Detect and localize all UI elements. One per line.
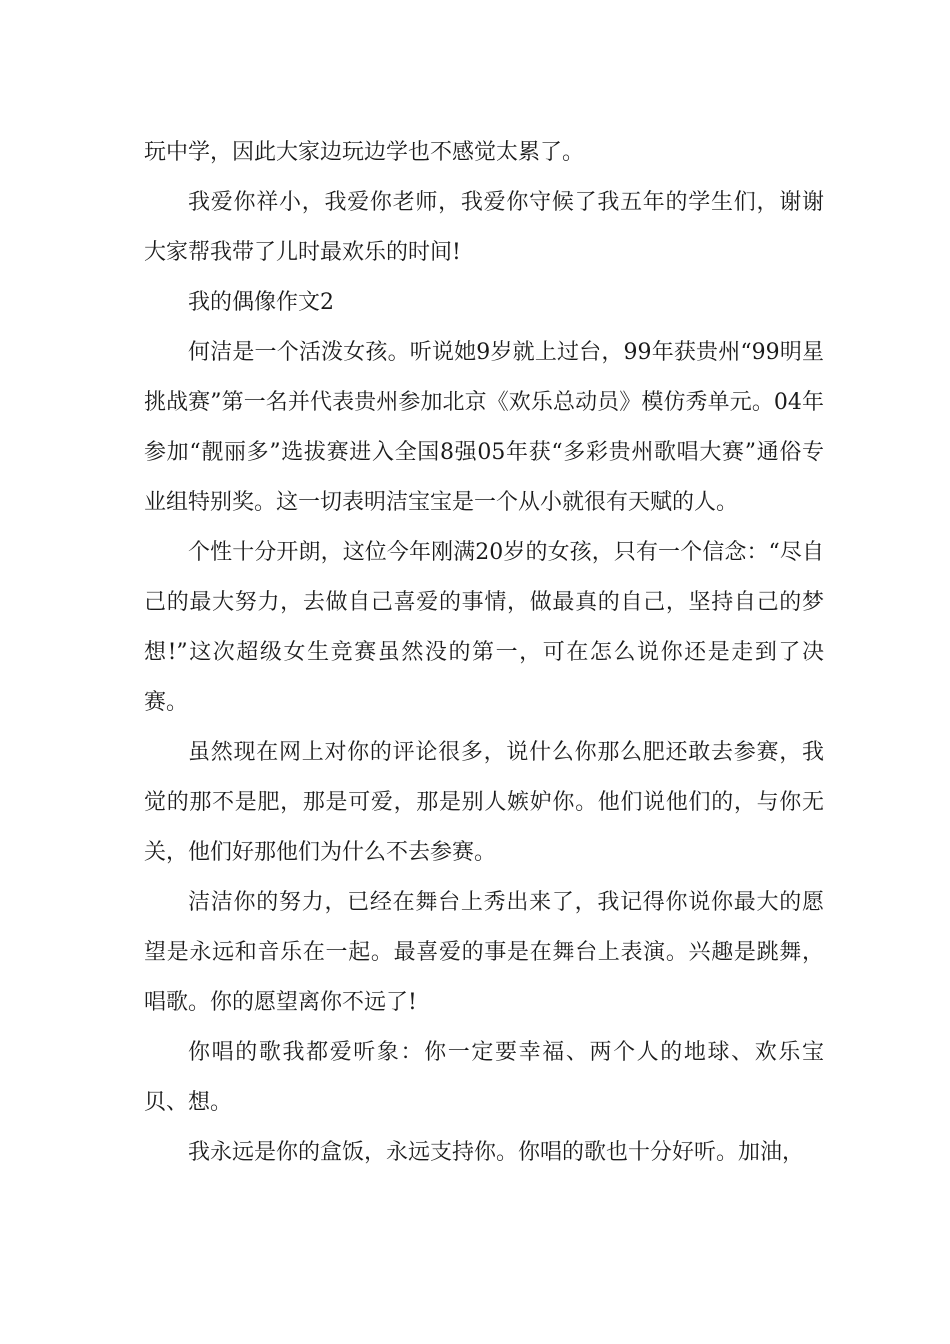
- paragraph-8: 我永远是你的盒饭，永远支持你。你唱的歌也十分好听。加油，: [188, 1140, 805, 1165]
- paragraph-2: 我爱你祥小，我爱你老师，我爱你守候了我五年的学生们，谢谢大家帮我带了儿时最欢乐的时间!: [144, 190, 824, 265]
- paragraph-5: 虽然现在网上对你的评论很多，说什么你那么肥还敢去参赛，我觉的那不是肥，那是可爱，那是别人嫉妒你。他们说他们的，与你无关，他们好那他们为什么不去参赛。: [144, 740, 824, 865]
- paragraph-1: 玩中学，因此大家边玩边学也不感觉太累了。: [144, 140, 585, 165]
- paragraph-3: 何洁是一个活泼女孩。听说她9岁就上过台，99年获贵州“99明星挑战赛”第一名并代表贵州参加北京《欢乐总动员》模仿秀单元。04年参加“靓丽多”选拔赛进入全国8强05年获“多彩贵州歌唱大赛”通俗专业组特别奖。这一切表明洁宝宝是一个从小就很有天赋的人。: [144, 340, 824, 515]
- section-heading: 我的偶像作文2: [188, 290, 334, 315]
- paragraph-7: 你唱的歌我都爱听象：你一定要幸福、两个人的地球、欢乐宝贝、想。: [144, 1040, 824, 1115]
- paragraph-4: 个性十分开朗，这位今年刚满20岁的女孩，只有一个信念：“尽自己的最大努力，去做自己喜爱的事情，做最真的自己，坚持自己的梦想!”这次超级女生竞赛虽然没的第一，可在怎么说你还是走到了决赛。: [144, 540, 824, 715]
- paragraph-6: 洁洁你的努力，已经在舞台上秀出来了，我记得你说你最大的愿望是永远和音乐在一起。最喜爱的事是在舞台上表演。兴趣是跳舞，唱歌。你的愿望离你不远了!: [144, 890, 824, 1015]
- document-body: [144, 128, 824, 1178]
